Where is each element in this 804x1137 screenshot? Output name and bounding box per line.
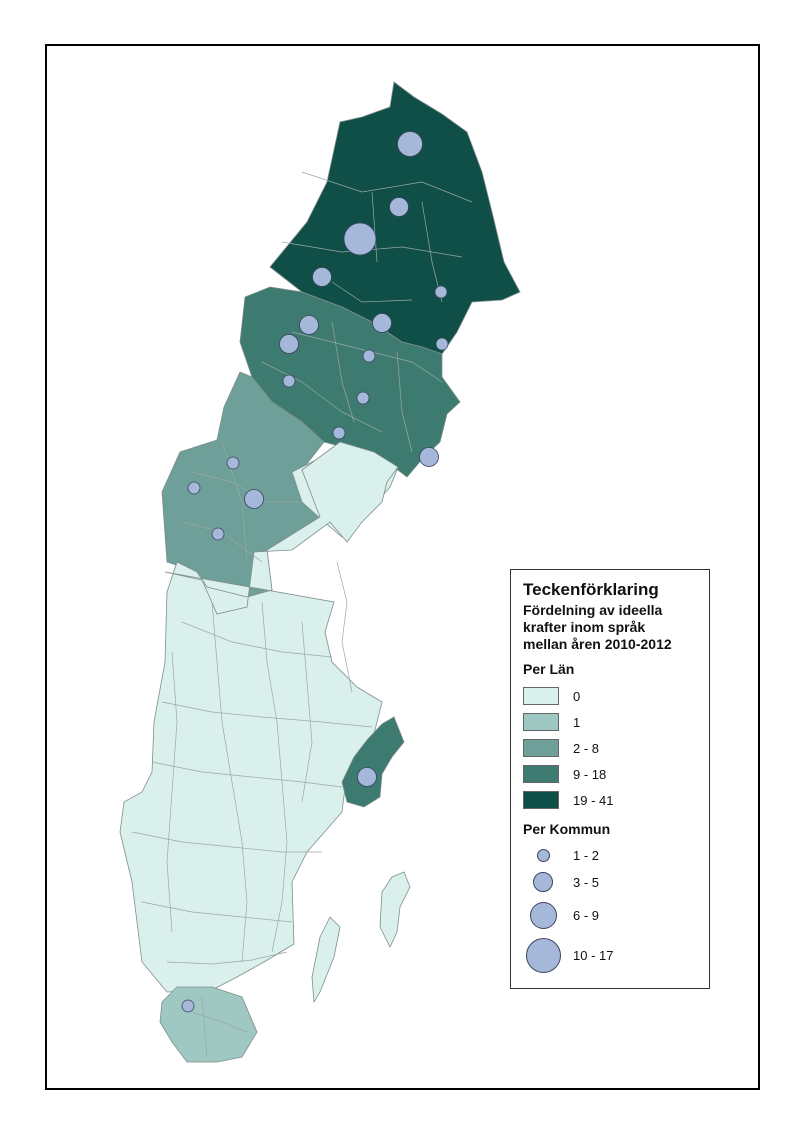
- legend-kommun-item: [523, 867, 699, 897]
- legend-lan-item: [523, 709, 699, 735]
- kommun-symbol-umea: [420, 448, 439, 467]
- kommun-symbol-arjeplog: [313, 268, 332, 287]
- circle-symbol-icon: [523, 849, 563, 862]
- circle-symbol-icon: [523, 938, 563, 973]
- legend-kommun-list: [523, 843, 699, 977]
- legend-lan-item: [523, 761, 699, 787]
- legend-kommun-label: 3 - 5: [573, 874, 600, 890]
- legend-kommun-label: 1 - 2: [573, 847, 600, 863]
- kommun-symbol-vannas: [333, 427, 345, 439]
- legend-lan-label: 9 - 18: [573, 766, 607, 782]
- legend-subtitle: [523, 602, 699, 653]
- kommun-symbol-stromsund: [227, 457, 239, 469]
- legend-subtitle-line: Fördelning av ideella: [523, 602, 663, 618]
- kommun-symbol-lulea: [436, 338, 448, 350]
- circle-symbol-icon: [523, 902, 563, 929]
- kommun-symbol-krokom: [188, 482, 200, 494]
- color-swatch: [523, 739, 559, 757]
- color-swatch: [523, 765, 559, 783]
- legend-lan-item: [523, 735, 699, 761]
- legend-lan-item: [523, 683, 699, 709]
- oland-island: [312, 917, 340, 1002]
- color-swatch: [523, 791, 559, 809]
- kommun-symbol-storuman: [280, 335, 299, 354]
- legend-lan-item: [523, 787, 699, 813]
- kommun-symbol-gallivare: [390, 198, 409, 217]
- legend-lan-label: 0: [573, 688, 581, 704]
- color-swatch: [523, 687, 559, 705]
- legend-lan-label: 19 - 41: [573, 792, 614, 808]
- legend-subtitle-line: krafter inom språk: [523, 619, 646, 635]
- kommun-symbol-lycksele: [363, 350, 375, 362]
- legend-lan-label: 1: [573, 714, 581, 730]
- legend-kommun-item: [523, 933, 699, 977]
- legend-kommun-item: [523, 897, 699, 933]
- islands: [312, 872, 410, 1002]
- kommun-symbol-alvsbyn: [373, 314, 392, 333]
- legend-lan-label: 2 - 8: [573, 740, 600, 756]
- legend-kommun-label: 10 - 17: [573, 947, 614, 963]
- color-swatch: [523, 713, 559, 731]
- legend-kommun-label: 6 - 9: [573, 907, 600, 923]
- kommun-symbol-vilhelmina: [283, 375, 295, 387]
- map-frame: [45, 44, 760, 1090]
- legend: [510, 569, 710, 989]
- kommun-symbol-malmo: [182, 1000, 194, 1012]
- legend-lan-list: [523, 683, 699, 813]
- kommun-symbol-berg: [212, 528, 224, 540]
- kommun-symbol-overtornea: [435, 286, 447, 298]
- kommun-symbol-ostersund: [245, 490, 264, 509]
- gotland-island: [380, 872, 410, 947]
- lan-region-skane: [160, 987, 257, 1062]
- legend-kommun-item: [523, 843, 699, 867]
- legend-title: Teckenförklaring: [523, 580, 659, 599]
- kommun-symbol-vindeln: [357, 392, 369, 404]
- lan-regions: [120, 82, 520, 1062]
- kommun-symbol-kiruna: [398, 132, 423, 157]
- circle-symbol-icon: [523, 872, 563, 892]
- legend-kommun-heading: Per Kommun: [523, 821, 611, 837]
- kommun-symbol-stockholm: [358, 768, 377, 787]
- legend-subtitle-line: mellan åren 2010-2012: [523, 636, 672, 652]
- kommun-symbol-jokkmokk: [344, 223, 376, 255]
- legend-lan-heading: Per Län: [523, 661, 575, 677]
- kommun-symbol-sorsele: [300, 316, 319, 335]
